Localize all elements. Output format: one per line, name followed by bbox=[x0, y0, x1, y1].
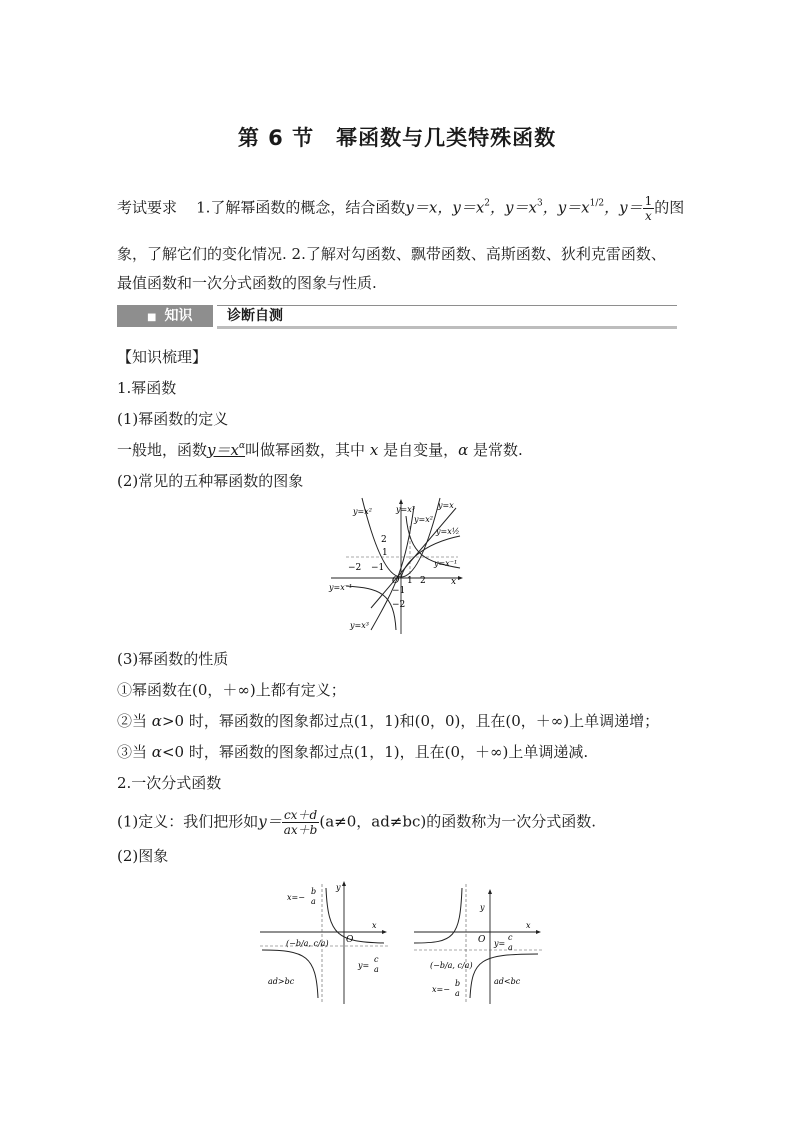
label-yx3-top: y=x³ bbox=[396, 505, 415, 514]
x-eq-label: x=− bbox=[432, 985, 450, 994]
def-formula-base: y＝x bbox=[207, 441, 239, 459]
prop3-text-b: <0 时，幂函数的图象都过点(1，1)，且在(0，＋∞)上单调递减. bbox=[161, 743, 589, 761]
item-1-1: (1)幂函数的定义 bbox=[117, 410, 229, 428]
prop2-text-b: >0 时，幂函数的图象都过点(1，1)和(0，0)，且在(0，＋∞)上单调递增； bbox=[161, 712, 660, 730]
tick-xm1: −1 bbox=[371, 563, 385, 573]
y-eq-frac-num: c bbox=[374, 955, 379, 964]
tick-y2: 2 bbox=[381, 535, 387, 545]
fraction-graph-ad-gt-bc bbox=[256, 880, 390, 1006]
def-formula-exp: α bbox=[238, 441, 246, 451]
item-2-1 bbox=[117, 808, 596, 837]
requirement-text: 1.了解幂函数的概念，结合函数 bbox=[196, 198, 406, 217]
item-2-2: (2)图象 bbox=[117, 847, 169, 865]
func-y-inv: ，y＝ bbox=[604, 198, 643, 217]
y-axis-label: y bbox=[336, 883, 341, 892]
exp-3: 3 bbox=[536, 198, 543, 209]
property-3 bbox=[117, 741, 588, 762]
y-eq-frac-den: a bbox=[374, 965, 379, 974]
tick-ym2: −2 bbox=[392, 600, 406, 610]
fraction-graph-ad-lt-bc bbox=[410, 880, 544, 1006]
prop2-text-a: ②当 bbox=[117, 712, 148, 730]
page-title: 第 6 节 幂函数与几类特殊函数 bbox=[237, 126, 557, 150]
y-eq-label: y= bbox=[494, 939, 506, 948]
item-1-3: (3)幂函数的性质 bbox=[117, 650, 229, 668]
requirement-line-2: 象，了解它们的变化情况. 2.了解对勾函数、飘带函数、高斯函数、狄利克雷函数、 bbox=[117, 245, 666, 263]
x-eq-frac-num: b bbox=[455, 979, 461, 988]
x-eq-frac-den: a bbox=[311, 897, 316, 906]
y-axis-arrow-icon bbox=[342, 881, 346, 886]
y-axis-label: y bbox=[480, 903, 485, 912]
branch-left bbox=[414, 888, 462, 943]
origin-label: O bbox=[392, 576, 400, 586]
def-alpha: α bbox=[458, 441, 469, 459]
item2-1-text-a: (1)定义：我们把形如 bbox=[117, 812, 259, 831]
frac-den: x bbox=[645, 209, 652, 223]
def-text-d: 是常数. bbox=[473, 441, 523, 459]
label-yx2b: y=x² bbox=[414, 515, 433, 524]
item2-1-y: y＝ bbox=[258, 812, 282, 831]
prop2-alpha: α bbox=[151, 712, 162, 730]
point-label: (−b/a, c/a) bbox=[430, 961, 473, 970]
tick-ym1: −1 bbox=[392, 586, 406, 596]
section-sub: 诊断自测 bbox=[217, 305, 677, 329]
condition-label: ad<bc bbox=[494, 977, 521, 986]
y-eq-frac-den: a bbox=[508, 943, 513, 952]
label-yx3-bot: y=x³ bbox=[350, 621, 369, 630]
x-eq-frac-num: b bbox=[311, 887, 317, 896]
lf-den: ax＋b bbox=[283, 823, 318, 837]
def-formula bbox=[207, 441, 245, 459]
requirement-label: 考试要求 bbox=[117, 198, 178, 217]
x-axis-label: x bbox=[526, 921, 531, 930]
x-eq-frac-den: a bbox=[455, 989, 460, 998]
knowledge-heading: 【知识梳理】 bbox=[117, 348, 208, 366]
tick-xm2: −2 bbox=[348, 563, 362, 573]
x-axis-arrow-icon bbox=[458, 576, 463, 580]
point-label: (−b/a, c/a) bbox=[286, 939, 329, 948]
bullet-icon: ■ bbox=[147, 312, 157, 323]
linear-fraction bbox=[282, 808, 320, 837]
definition-line bbox=[117, 439, 523, 460]
requirement-line-1 bbox=[117, 194, 684, 223]
branch-left bbox=[262, 950, 318, 998]
label-yinv: y=x⁻¹ bbox=[434, 559, 458, 568]
fraction-1-over-x bbox=[643, 194, 655, 223]
x-axis-label: x bbox=[451, 577, 457, 587]
label-yx: y=x bbox=[438, 501, 454, 510]
x-axis-arrow-icon bbox=[382, 930, 387, 934]
origin-label: O bbox=[346, 935, 354, 945]
lf-num: cx＋d bbox=[282, 808, 320, 823]
def-text-c: 是自变量， bbox=[383, 441, 459, 459]
def-text-b: 叫做幂函数，其中 bbox=[245, 441, 366, 459]
def-x: x bbox=[369, 441, 379, 459]
condition-label: ad>bc bbox=[268, 977, 295, 986]
func-y-x: y＝x，y＝x bbox=[405, 198, 485, 217]
origin-label: O bbox=[478, 935, 486, 945]
y-eq-frac-num: c bbox=[508, 933, 513, 942]
tick-x1: 1 bbox=[407, 576, 413, 586]
label-yinv-left: y=x⁻¹ bbox=[329, 583, 353, 592]
def-text-a: 一般地，函数 bbox=[117, 441, 208, 459]
x-eq-label: x=− bbox=[287, 893, 305, 902]
section-bar bbox=[117, 305, 677, 327]
item-1: 1.幂函数 bbox=[117, 379, 177, 397]
prop3-alpha: α bbox=[151, 743, 162, 761]
y-axis-arrow-icon bbox=[488, 889, 492, 894]
exp-half: 1/2 bbox=[589, 198, 605, 209]
property-2 bbox=[117, 710, 659, 731]
exp-2: 2 bbox=[484, 198, 491, 209]
y-eq-label: y= bbox=[358, 961, 370, 970]
item2-1-text-b: (a≠0，ad≠bc)的函数称为一次分式函数. bbox=[319, 812, 596, 831]
property-1: ①幂函数在(0，＋∞)上都有定义； bbox=[117, 681, 346, 699]
tick-y1: 1 bbox=[382, 548, 388, 558]
x-axis-arrow-icon bbox=[536, 930, 541, 934]
func-y-x3: ，y＝x bbox=[490, 198, 537, 217]
branch-right bbox=[326, 888, 384, 943]
item-1-2: (2)常见的五种幂函数的图象 bbox=[117, 472, 304, 490]
y-axis-arrow-icon bbox=[399, 499, 403, 504]
item-2: 2.一次分式函数 bbox=[117, 774, 222, 792]
func-y-xhalf: ，y＝x bbox=[542, 198, 590, 217]
prop3-text-a: ③当 bbox=[117, 743, 148, 761]
section-label-box bbox=[117, 305, 213, 327]
requirement-line-3: 最值函数和一次分式函数的图象与性质. bbox=[117, 274, 377, 292]
label-yhalf: y=x½ bbox=[436, 527, 460, 536]
branch-right bbox=[470, 954, 538, 998]
requirement-text-end: 的图 bbox=[654, 198, 685, 217]
section-label: 知识 bbox=[164, 308, 193, 324]
x-axis-label: x bbox=[372, 921, 377, 930]
tick-x2: 2 bbox=[420, 576, 426, 586]
frac-num: 1 bbox=[644, 194, 653, 208]
label-yx2: y=x² bbox=[353, 507, 372, 516]
power-functions-graph bbox=[326, 496, 476, 636]
